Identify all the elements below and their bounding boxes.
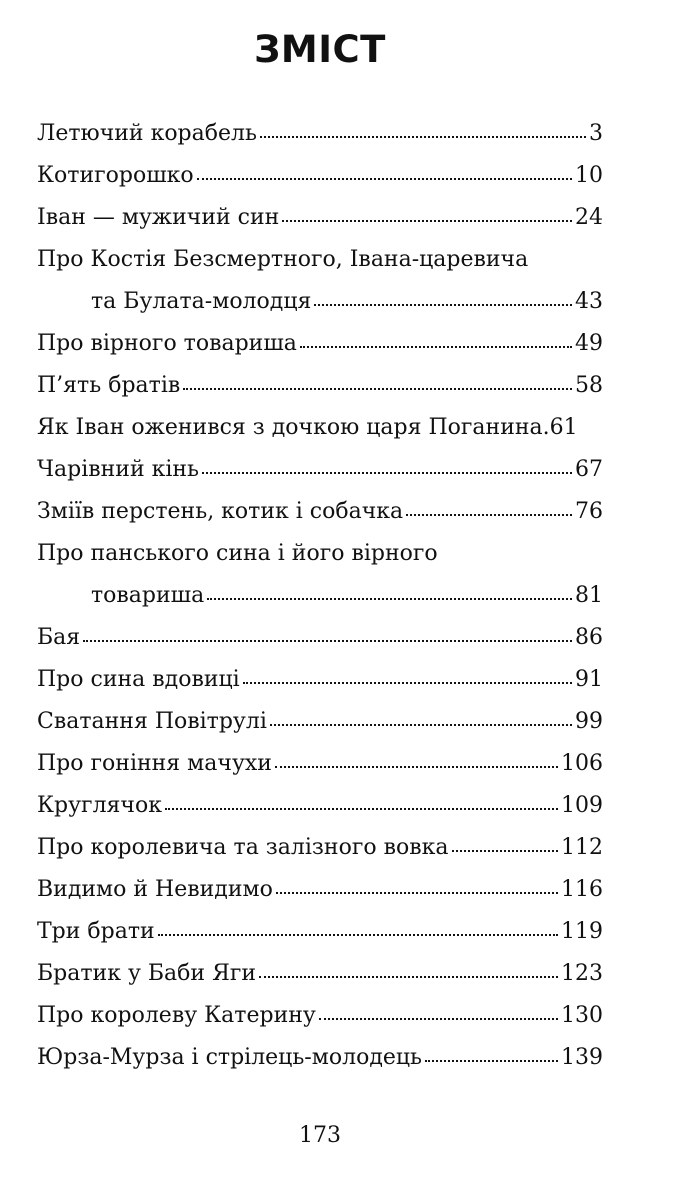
dot-leader <box>319 1014 558 1020</box>
toc-entry-title: Летючий корабель <box>37 121 257 146</box>
dot-leader <box>300 342 572 348</box>
toc-entry-page: 24 <box>575 205 603 230</box>
toc-entry <box>37 1037 603 1079</box>
dot-leader <box>202 468 572 474</box>
toc-entry <box>37 491 603 533</box>
toc-entry-title: та Булата-молодця <box>91 289 312 314</box>
toc-entry-continuation <box>37 575 603 617</box>
dot-leader <box>165 804 558 810</box>
dot-leader <box>197 174 572 180</box>
toc-entry-title: Іван — мужичий син <box>37 205 280 230</box>
toc-entry-title: Сватання Повітрулі <box>37 709 267 734</box>
toc-entry-page: 86 <box>575 625 603 650</box>
toc-entry <box>37 995 603 1037</box>
dot-leader <box>314 300 572 306</box>
toc-entry-title: Бая <box>37 625 81 650</box>
toc-entry-title: товариша <box>91 583 205 608</box>
toc-entry <box>37 827 603 869</box>
toc-entry-title: Про вірного товариша <box>37 331 297 356</box>
toc-entry <box>37 659 603 701</box>
toc-entry-page: 58 <box>575 373 603 398</box>
toc-entry-title: Про гоніння мачухи <box>37 751 272 776</box>
dot-leader <box>406 510 572 516</box>
toc-entry-page: 106 <box>561 751 603 776</box>
toc-entry <box>37 155 603 197</box>
toc-entry <box>37 323 603 365</box>
toc-entry <box>37 365 603 407</box>
toc-entry-title: Видимо й Невидимо <box>37 877 273 902</box>
toc-entry-page: 112 <box>561 835 603 860</box>
dot-leader <box>183 384 572 390</box>
toc-entry-page: 116 <box>561 877 603 902</box>
dot-leader <box>259 972 558 978</box>
dot-leader <box>158 930 558 936</box>
dot-leader <box>282 216 572 222</box>
toc-entry-page: 43 <box>575 289 603 314</box>
toc-entry-title: Юрза-Мурза і стрілець-молодець <box>37 1045 423 1070</box>
toc-entry <box>37 743 603 785</box>
toc-entry-page: 99 <box>575 709 603 734</box>
toc-entry <box>37 953 603 995</box>
toc-entry-page: 49 <box>575 331 603 356</box>
toc-entry-page: 81 <box>575 583 603 608</box>
page-title: ЗМІСТ <box>254 28 386 71</box>
dot-leader <box>243 678 572 684</box>
toc-entry-page: 91 <box>575 667 603 692</box>
toc-entry-page: .61 <box>542 415 578 440</box>
toc-entry <box>37 113 603 155</box>
toc-entry <box>37 785 603 827</box>
toc-entry-page: 123 <box>561 961 603 986</box>
toc-entry-title: Котигорошко <box>37 163 194 188</box>
toc-entry-title: Зміїв перстень, котик і собачка <box>37 499 404 524</box>
toc-entry-title: Про королеву Катерину <box>37 1003 316 1028</box>
toc-entry <box>37 407 603 449</box>
toc-entry-page: 10 <box>575 163 603 188</box>
toc-entry <box>37 197 603 239</box>
dot-leader <box>275 762 558 768</box>
toc-entry-page: 76 <box>575 499 603 524</box>
toc-entry-title: Про панського сина і його вірного <box>37 541 438 566</box>
toc-entry-title: Круглячок <box>37 793 162 818</box>
toc-entry <box>37 869 603 911</box>
toc-entry-title: Чарівний кінь <box>37 457 200 482</box>
toc-entry-title: П’ять братів <box>37 373 181 398</box>
toc-entry-page: 130 <box>561 1003 603 1028</box>
dot-leader <box>207 594 572 600</box>
dot-leader <box>83 636 572 642</box>
dot-leader <box>452 846 559 852</box>
toc-entry-title: Про Костія Безсмертного, Івана-царевича <box>37 247 529 272</box>
toc-entry-page: 119 <box>561 919 603 944</box>
table-of-contents <box>37 113 603 1079</box>
toc-entry-title: Братик у Баби Яги <box>37 961 257 986</box>
toc-entry-first-line <box>37 239 603 281</box>
toc-entry-title: Як Іван оженився з дочкою царя Поганина <box>37 415 543 440</box>
toc-entry <box>37 449 603 491</box>
toc-entry <box>37 701 603 743</box>
toc-entry-page: 67 <box>575 457 603 482</box>
dot-leader <box>276 888 558 894</box>
toc-entry <box>37 911 603 953</box>
dot-leader <box>260 132 586 138</box>
toc-entry-page: 109 <box>561 793 603 818</box>
toc-entry-title: Про сина вдовиці <box>37 667 240 692</box>
toc-entry <box>37 617 603 659</box>
toc-entry-first-line <box>37 533 603 575</box>
toc-entry-page: 139 <box>561 1045 603 1070</box>
toc-entry-continuation <box>37 281 603 323</box>
toc-entry-title: Три брати <box>37 919 155 944</box>
dot-leader <box>270 720 572 726</box>
toc-entry-title: Про королевича та залізного вовка <box>37 835 449 860</box>
toc-entry-page: 3 <box>589 121 603 146</box>
page-number: 173 <box>299 1123 341 1148</box>
dot-leader <box>425 1056 558 1062</box>
